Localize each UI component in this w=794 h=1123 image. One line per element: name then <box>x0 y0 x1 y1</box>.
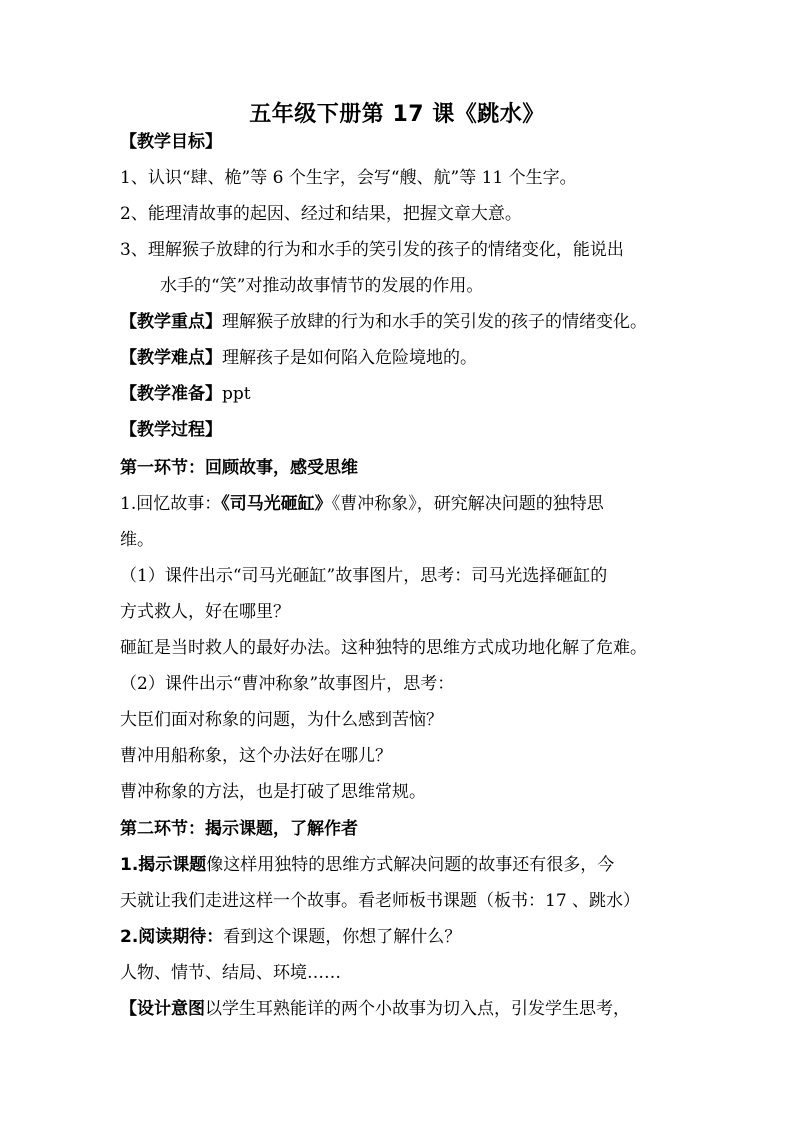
section2-item1-text: 像这样用独特的思维方式解决问题的故事还有很多，今 <box>206 855 615 875</box>
design-intent-label: 【设计意图 <box>120 999 205 1019</box>
section1-recall-prefix: 1.回忆故事： <box>120 494 222 514</box>
page-title: 五年级下册第 17 课《跳水》 <box>249 102 545 127</box>
objective-3: 3、理解猴子放肆的行为和水手的笑引发的孩子的情绪变化，能说出 <box>120 240 624 260</box>
objective-3-continued: 水手的“笑”对推动故事情节的发展的作用。 <box>160 276 484 296</box>
design-intent <box>120 997 630 1021</box>
section1-question2-c: 曹冲称象的方法，也是打破了思维常规。 <box>120 782 426 802</box>
section1-recall-rest: 《曹冲称象》，研究解决问题的独特思 <box>331 494 604 514</box>
teaching-preparation-text: ppt <box>222 384 251 404</box>
section2-item2 <box>120 925 461 949</box>
section1-recall-story1: 《司马光砸缸》 <box>221 494 332 514</box>
teaching-focus <box>120 310 647 334</box>
teaching-focus-text: 理解猴子放肆的行为和水手的笑引发的孩子的情绪变化。 <box>222 312 647 332</box>
teaching-preparation <box>120 382 251 406</box>
section2-item1-label: 1.揭示课题 <box>120 855 207 875</box>
teaching-difficulty <box>120 346 477 370</box>
section2-item2-answer: 人物、情节、结局、环境…… <box>120 963 341 983</box>
teaching-preparation-label: 【教学准备】 <box>120 384 222 404</box>
section1-answer1: 砸缸是当时救人的最好办法。这种独特的思维方式成功地化解了危难。 <box>120 638 647 658</box>
section1-recall-line2: 维。 <box>120 530 154 550</box>
objective-2: 2、能理清故事的起因、经过和结果，把握文章大意。 <box>120 204 522 224</box>
section2-item2-label: 2.阅读期待： <box>120 927 224 947</box>
section2-item2-text: 看到这个课题，你想了解什么？ <box>223 927 462 947</box>
section1-question1: （1）课件出示“司马光砸缸”故事图片，思考：司马光选择砸缸的 <box>120 566 608 586</box>
teaching-difficulty-label: 【教学难点】 <box>120 348 222 368</box>
section1-question2-b: 曹冲用船称象，这个办法好在哪儿？ <box>120 746 392 766</box>
teaching-difficulty-text: 理解孩子是如何陷入危险境地的。 <box>222 348 477 368</box>
section2-heading: 第二环节：揭示课题，了解作者 <box>120 819 358 839</box>
section2-item1-continued: 天就让我们走进这样一个故事。看老师板书课题（板书：17 、跳水） <box>120 891 641 911</box>
section1-heading: 第一环节：回顾故事，感受思维 <box>120 458 358 478</box>
objectives-heading: 【教学目标】 <box>120 132 222 152</box>
section1-question2: （2）课件出示“曹冲称象”故事图片，思考： <box>120 674 455 694</box>
design-intent-text: 以学生耳熟能详的两个小故事为切入点，引发学生思考， <box>205 999 630 1019</box>
section1-question1-continued: 方式救人，好在哪里？ <box>120 602 290 622</box>
section2-item1 <box>120 853 614 877</box>
objective-1: 1、认识“肆、桅”等 6 个生字，会写“艘、航”等 11 个生字。 <box>120 168 577 188</box>
section1-recall-line <box>120 492 604 516</box>
teaching-focus-label: 【教学重点】 <box>120 312 222 332</box>
process-heading: 【教学过程】 <box>120 420 222 440</box>
section1-question2-a: 大臣们面对称象的问题，为什么感到苦恼？ <box>120 710 443 730</box>
